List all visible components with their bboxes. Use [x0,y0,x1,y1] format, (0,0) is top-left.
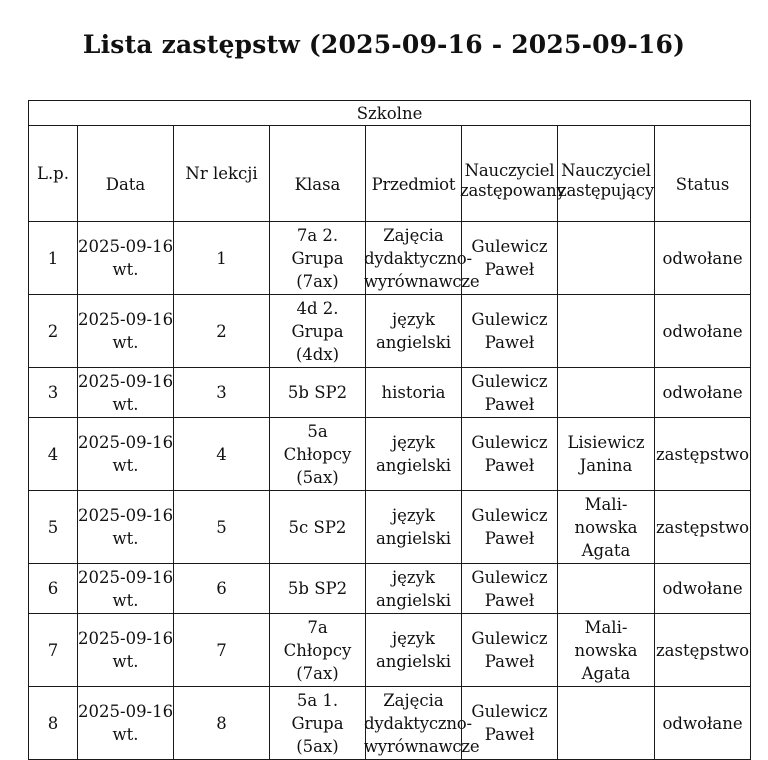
cell-lp [29,614,78,687]
cell-class [270,687,366,760]
cell-line: 4d 2. [296,298,339,318]
cell-line: Paweł [484,394,535,414]
cell-teacher-sub [558,564,655,614]
cell-line: odwołane [662,383,743,402]
cell-subject [366,491,462,564]
cell-teacher-sub [558,614,655,687]
cell-line: Lisiewicz [567,433,645,452]
cell-line: Gulewicz [471,371,548,391]
cell-line: zastępstwo [655,640,750,660]
cell-line: Zajęcia [383,690,444,710]
cell-status [655,564,751,614]
cell-line: 5 [216,517,227,537]
cell-teacher-absent [462,418,558,491]
cell-date [78,418,174,491]
cell-lesson [174,564,270,614]
cell-line: 3 [216,383,227,402]
cell-date [78,222,174,295]
cell-line: Paweł [484,529,535,548]
cell-line: 7 [47,640,59,660]
cell-lp [29,368,78,418]
col-header-teacher-sub-line2: zastępujący [558,180,654,200]
cell-line: Gulewicz [471,506,548,525]
cell-line: 2025-09-16 [78,310,174,329]
cell-lp [29,295,78,368]
cell-line: 5a [307,421,328,441]
cell-date [78,491,174,564]
cell-teacher-absent [462,614,558,687]
table-row [29,491,751,564]
cell-line: nowska [574,640,638,660]
cell-line: Janina [579,456,633,475]
col-header-teacher-sub [558,126,655,222]
cell-line: Paweł [484,725,535,744]
cell-subject [366,295,462,368]
col-header-teacher-absent-line2: zastępowany [460,180,566,200]
cell-line: (4dx) [295,344,340,364]
cell-line: angielski [375,590,452,610]
cell-line: 7a [307,617,328,637]
cell-line: Gulewicz [471,567,548,587]
cell-class [270,222,366,295]
cell-class [270,564,366,614]
cell-line: 2025-09-16 [78,567,174,587]
cell-teacher-sub [558,222,655,295]
cell-date [78,687,174,760]
col-header-lesson: Nr lekcji [174,126,270,222]
cell-lp [29,222,78,295]
cell-line: 2025-09-16 [78,371,174,391]
cell-lp [29,687,78,760]
cell-line: 5 [47,517,59,537]
cell-line: angielski [375,652,452,671]
cell-date [78,614,174,687]
cell-status [655,368,751,418]
cell-lp [29,564,78,614]
cell-line: wt. [112,394,139,414]
table-row [29,687,751,760]
col-header-subject [366,126,462,222]
substitutions-table [28,100,751,760]
cell-teacher-sub [558,687,655,760]
table-row [29,368,751,418]
cell-line: Paweł [484,590,535,610]
col-header-date: Data [78,126,174,222]
cell-line: angielski [375,333,452,352]
cell-line: język [392,310,435,329]
col-header-lp: L.p. [29,126,78,222]
col-header-subject-label: Przedmiot [371,175,456,194]
cell-line: Paweł [484,260,535,279]
cell-date [78,368,174,418]
cell-line: Agata [581,663,631,683]
cell-line: 2 [216,321,227,341]
cell-line: Grupa [291,321,344,341]
col-header-status: Status [655,126,751,222]
cell-line: Gulewicz [471,629,548,648]
cell-status [655,687,751,760]
cell-lesson [174,295,270,368]
cell-line: 2025-09-16 [78,702,174,721]
cell-line: (7ax) [296,663,339,683]
table-row [29,614,751,687]
cell-line: Paweł [484,456,535,475]
cell-line: 2025-09-16 [78,237,174,256]
table-row [29,295,751,368]
col-header-teacher-absent-line1: Nauczyciel [464,160,555,180]
cell-line: Gulewicz [471,702,548,721]
cell-line: 7a 2. [296,225,339,245]
cell-line: dydaktyczno- [364,248,472,268]
table-row [29,222,751,295]
cell-status [655,295,751,368]
cell-date [78,295,174,368]
cell-line: język [392,567,435,587]
cell-status [655,614,751,687]
col-header-teacher-absent [460,126,566,222]
cell-lp [29,418,78,491]
cell-line: 2025-09-16 [78,629,174,648]
cell-status [655,491,751,564]
cell-line: historia [381,383,446,402]
cell-class [270,368,366,418]
cell-line: zastępstwo [655,444,750,464]
cell-line: Zajęcia [383,225,444,245]
cell-line: zastępstwo [655,517,750,537]
cell-line: 7 [216,640,227,660]
cell-teacher-absent [462,368,558,418]
cell-line: 4 [216,444,227,464]
cell-line: Gulewicz [471,433,548,452]
cell-teacher-absent [462,491,558,564]
cell-line: wt. [112,456,139,475]
cell-teacher-sub [558,491,655,564]
cell-lp [29,491,78,564]
cell-line: wyrównawcze [364,736,480,756]
cell-subject [364,222,480,295]
cell-subject [364,687,480,760]
col-header-class: Klasa [270,126,366,222]
cell-line: Gulewicz [471,310,548,329]
cell-subject [366,368,462,418]
cell-line: Agata [581,540,631,560]
cell-line: Paweł [484,333,535,352]
cell-line: odwołane [662,321,743,341]
cell-lesson [174,222,270,295]
cell-line: 6 [47,579,59,598]
cell-line: 2 [47,321,59,341]
cell-line: (5ax) [296,467,339,487]
cell-line: 2025-09-16 [78,433,174,452]
cell-line: 3 [47,383,59,402]
cell-line: odwołane [662,713,743,733]
cell-lesson [174,687,270,760]
cell-subject [366,564,462,614]
cell-line: wt. [112,333,139,352]
cell-class [270,418,366,491]
cell-lesson [174,614,270,687]
cell-line: wt. [112,260,139,279]
cell-line: 5a 1. [296,690,339,710]
cell-line: 1 [216,248,227,268]
cell-class [270,614,366,687]
cell-line: 5b SP2 [287,383,348,402]
cell-line: Grupa [291,248,344,268]
cell-line: język [392,433,435,452]
cell-line: (7ax) [296,271,339,291]
cell-line: 6 [216,579,227,598]
table-body [29,222,751,760]
cell-line: wt. [112,725,139,744]
col-header-teacher-sub-line1: Nauczyciel [561,160,651,180]
cell-line: 4 [47,444,59,464]
cell-lesson [174,368,270,418]
cell-status [655,418,751,491]
cell-line: wt. [112,529,139,548]
cell-line: angielski [375,529,452,548]
cell-teacher-absent [462,564,558,614]
cell-line: angielski [375,456,452,475]
cell-teacher-absent [462,687,558,760]
cell-subject [366,418,462,491]
cell-line: odwołane [662,248,743,268]
cell-line: język [392,629,435,648]
cell-teacher-absent [462,295,558,368]
cell-line: Mali- [584,617,628,637]
cell-line: nowska [574,517,638,537]
page-title: Lista zastępstw (2025-09-16 - 2025-09-16) [82,30,686,59]
cell-line: Paweł [484,652,535,671]
cell-line: Chłopcy [283,444,352,464]
cell-line: język [392,506,435,525]
cell-line: odwołane [662,579,743,598]
cell-line: Chłopcy [283,640,352,660]
section-title: Szkolne [29,101,751,126]
cell-line: dydaktyczno- [364,713,472,733]
cell-date [78,564,174,614]
cell-class [270,491,366,564]
table-row [29,564,751,614]
cell-subject [366,614,462,687]
cell-line: Gulewicz [471,237,548,256]
cell-teacher-sub [558,418,655,491]
cell-teacher-sub [558,295,655,368]
cell-line: 8 [47,713,59,733]
cell-line: 5c SP2 [288,517,347,537]
cell-line: Grupa [291,713,344,733]
cell-lesson [174,491,270,564]
cell-status [655,222,751,295]
header-row [29,126,751,222]
cell-line: 2025-09-16 [78,506,174,525]
cell-teacher-sub [558,368,655,418]
cell-line: wt. [112,590,139,610]
cell-line: wt. [112,652,139,671]
cell-line: wyrównawcze [364,271,480,291]
cell-line: (5ax) [296,736,339,756]
cell-class [270,295,366,368]
cell-line: 8 [216,713,227,733]
cell-line: Mali- [584,494,628,514]
table-row [29,418,751,491]
cell-line: 1 [47,248,59,268]
cell-line: 5b SP2 [287,579,348,598]
cell-lesson [174,418,270,491]
